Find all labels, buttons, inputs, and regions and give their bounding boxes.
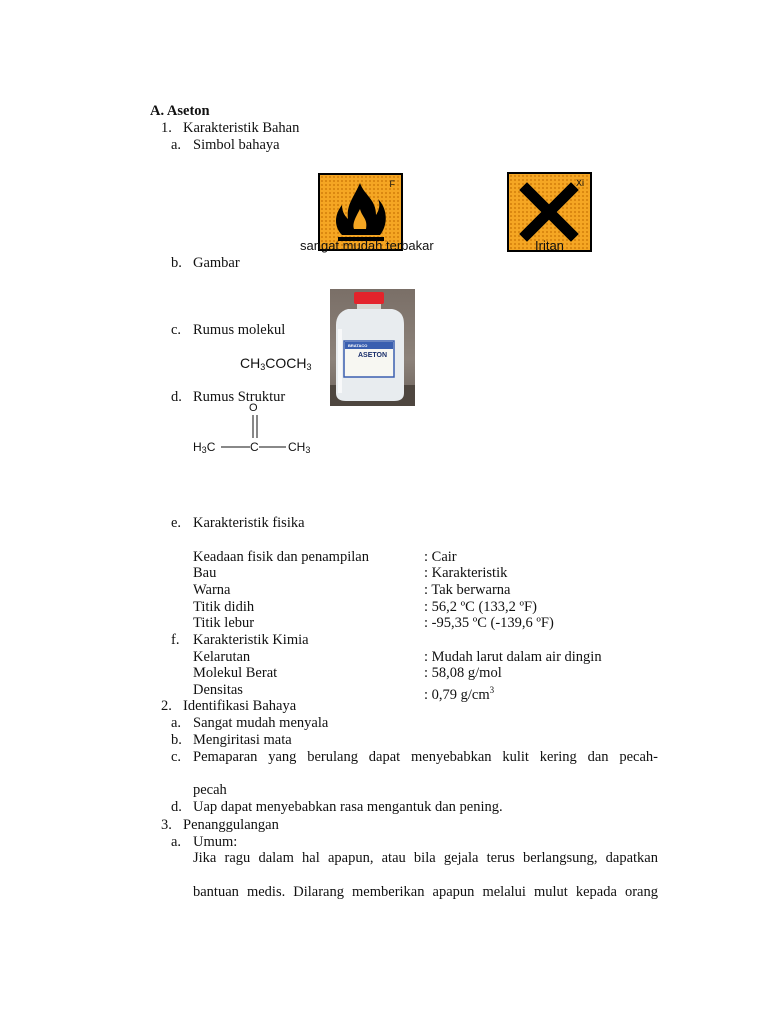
- molecular-formula: $CH_3COCH_3$: [240, 355, 312, 372]
- hazard-text-continuation: pecah: [193, 782, 227, 798]
- item3-number: 3.: [161, 817, 172, 833]
- acetone-bottle-photo: [330, 289, 415, 406]
- item3-label: Penanggulangan: [183, 817, 279, 833]
- sub-a-letter: a.: [171, 137, 182, 153]
- sub-d-letter: d.: [171, 389, 182, 405]
- section-title: A. Aseton: [150, 103, 210, 119]
- sub-f-label: Karakteristik Kimia: [193, 632, 309, 648]
- sub-b-label: Gambar: [193, 255, 240, 271]
- handling-line-1: Jika ragu dalam hal apapun, atau bila gejala terus berlangsung, dapatkan: [193, 850, 658, 866]
- hazard-letter: b.: [171, 732, 182, 748]
- sub-e-label: Karakteristik fisika: [193, 515, 305, 531]
- chem-value: : 0,79 $g/cm^3$: [424, 685, 495, 703]
- prop-value: : -95,35 ºC (-139,6 ºF): [424, 615, 554, 631]
- sub-f-letter: f.: [171, 632, 180, 648]
- prop-label: Warna: [193, 582, 231, 598]
- oxygen-atom: O: [249, 402, 258, 414]
- methyl-right: $CH_3$: [288, 440, 311, 455]
- bottle-label: ASETON: [358, 352, 388, 359]
- hazard-text: Uap dapat menyebabkan rasa mengantuk dan pening.: [193, 799, 503, 815]
- caption-irritant: Iritan: [535, 238, 564, 253]
- single-bond-right: [259, 446, 287, 449]
- prop-value: : Karakteristik: [424, 565, 508, 581]
- double-bond: [248, 415, 262, 439]
- hazard-letter: a.: [171, 715, 182, 731]
- sub-a-label: Simbol bahaya: [193, 137, 280, 153]
- sub-d-label: Rumus Struktur: [193, 389, 286, 405]
- hazard-text: Mengiritasi mata: [193, 732, 292, 748]
- item1-label: Karakteristik Bahan: [183, 120, 300, 136]
- chem-value: : Mudah larut dalam air dingin: [424, 649, 602, 665]
- prop-label: Bau: [193, 565, 217, 581]
- chem-label: Kelarutan: [193, 649, 251, 665]
- hazard-text: Pemaparan yang berulang dapat menyebabkan kulit kering dan pecah-: [193, 749, 658, 765]
- chem-label: Molekul Berat: [193, 665, 278, 681]
- bottle-illustration: [330, 289, 415, 406]
- methyl-left: $H_3C$: [193, 440, 216, 455]
- prop-value: : 56,2 ºC (133,2 ºF): [424, 599, 537, 615]
- item2-number: 2.: [161, 698, 172, 714]
- item2-label: Identifikasi Bahaya: [183, 698, 297, 714]
- hazard-letter: d.: [171, 799, 182, 815]
- caption-flammable: sangat mudah terbakar: [300, 238, 434, 253]
- handling-line-2: bantuan medis. Dilarang memberikan apapun melalui mulut kepada orang: [193, 884, 658, 900]
- sub-e-letter: e.: [171, 515, 182, 531]
- item1-number: 1.: [161, 120, 172, 136]
- hazard-text: Sangat mudah menyala: [193, 715, 329, 731]
- prop-value: : Cair: [424, 549, 457, 565]
- single-bond-left: [221, 446, 251, 449]
- handling-letter: a.: [171, 834, 182, 850]
- chem-label: Densitas: [193, 682, 243, 698]
- hazard-letter: c.: [171, 749, 182, 765]
- prop-label: Titik lebur: [193, 615, 255, 631]
- prop-value: : Tak berwarna: [424, 582, 511, 598]
- chem-value: : 58,08 g/mol: [424, 665, 502, 681]
- sub-c-letter: c.: [171, 322, 182, 338]
- hazard-code-irritant: Xi: [575, 178, 584, 188]
- prop-label: Keadaan fisik dan penampilan: [193, 549, 369, 565]
- sub-c-label: Rumus molekul: [193, 322, 286, 338]
- carbonyl-carbon: C: [250, 440, 259, 454]
- sub-b-letter: b.: [171, 255, 182, 271]
- prop-label: Titik didih: [193, 599, 255, 615]
- bottle-brand: BRATACO: [348, 343, 368, 348]
- hazard-code-flammable: F: [389, 179, 395, 189]
- handling-label: Umum:: [193, 834, 238, 850]
